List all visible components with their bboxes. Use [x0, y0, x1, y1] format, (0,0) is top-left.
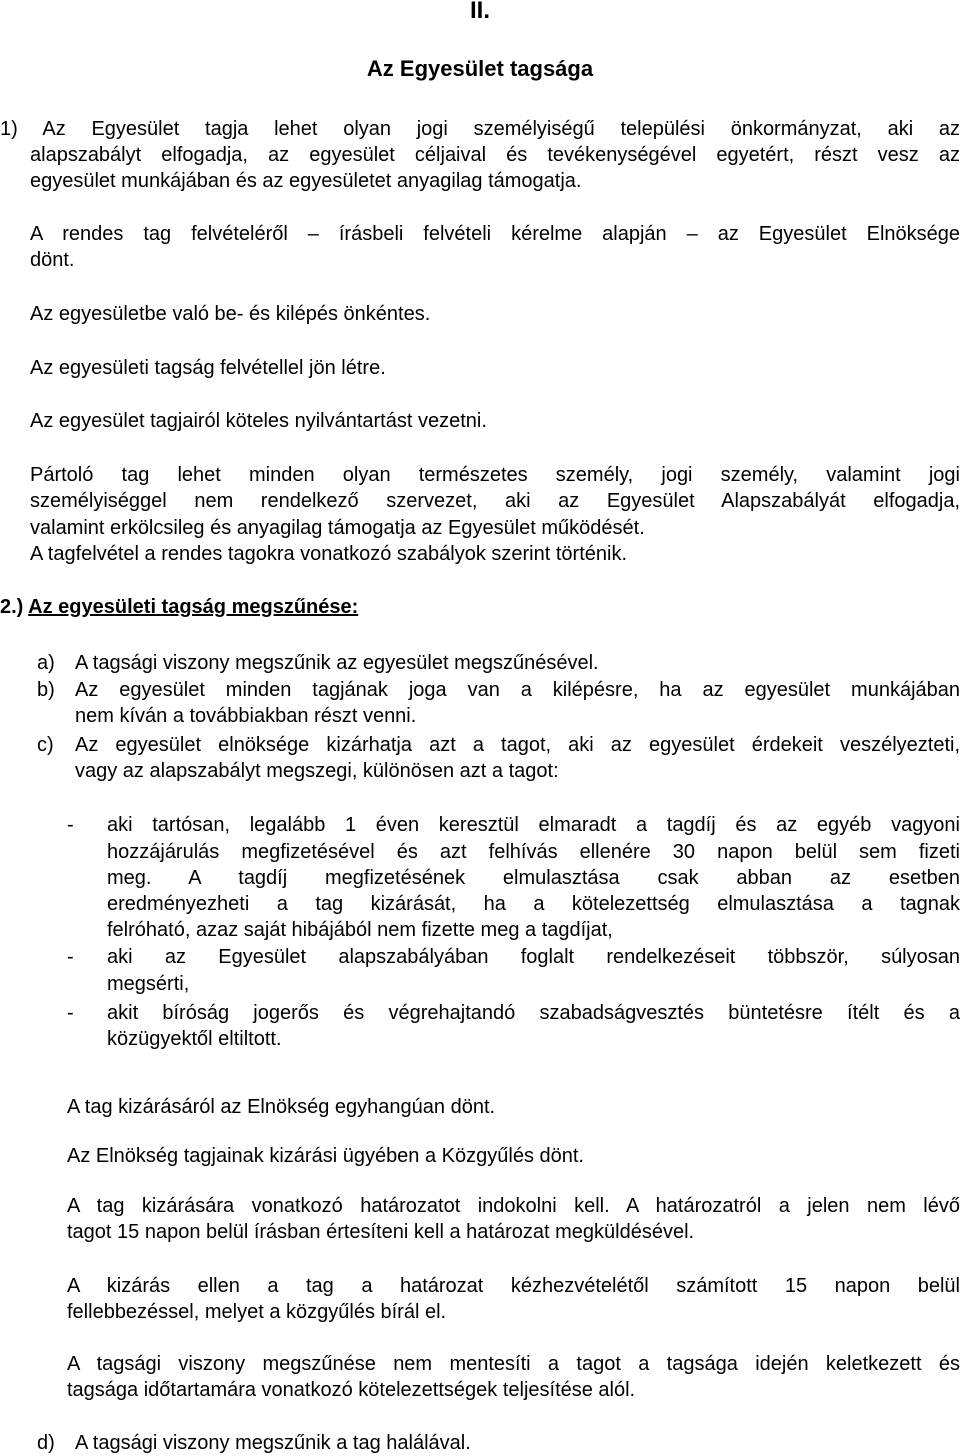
paragraph-line: A tagfelvétel a rendes tagokra vonatkozó szabályok szerint történik.: [30, 543, 628, 565]
section-heading: [0, 594, 358, 620]
paragraph-line: Pártoló tag lehet minden olyan természetes személy, jogi személy, valamint jogi: [30, 464, 960, 486]
section-number: 2.): [0, 596, 24, 618]
dash-item-text: eredményezheti a tag kizárását, ha a kötelezettség elmulasztása a tagnak: [107, 893, 960, 915]
dash-bullet: -: [67, 946, 74, 968]
paragraph-line: valamint erkölcsileg és anyagilag támogatja az Egyesület működését.: [30, 517, 645, 539]
list-item-text: A tagsági viszony megszűnik az egyesület megszűnésével.: [75, 652, 599, 674]
list-label: c): [37, 734, 54, 756]
paragraph-line: A kizárás ellen a tag a határozat kézhezvételétől számított 15 napon belül: [67, 1275, 960, 1297]
paragraph-line: alapszabályt elfogadja, az egyesület céljaival és tevékenységével egyetért, részt vesz az: [30, 144, 960, 166]
paragraph-line: dönt.: [30, 249, 75, 271]
dash-item-text: aki tartósan, legalább 1 éven keresztül elmaradt a tagdíj és az egyéb vagyoni: [107, 814, 960, 836]
paragraph-line: A tagsági viszony megszűnése nem mentesíti a tagot a tagsága idején keletkezett és: [67, 1353, 960, 1375]
dash-bullet: -: [67, 1002, 74, 1024]
dash-item-text: közügyektől eltiltott.: [107, 1028, 282, 1050]
list-label: d): [37, 1432, 55, 1454]
paragraph-line: A tag kizárásáról az Elnökség egyhangúan dönt.: [67, 1096, 496, 1118]
section-heading-text: Az egyesületi tagság megszűnése:: [28, 596, 359, 618]
paragraph-line: tagot 15 napon belül írásban értesíteni kell a határozat megküldésével.: [67, 1221, 695, 1243]
dash-item-text: aki az Egyesület alapszabályában foglalt rendelkezéseit többször, súlyosan: [107, 946, 960, 968]
dash-item-text: megsérti,: [107, 973, 190, 995]
paragraph-line: fellebbezéssel, melyet a közgyűlés bírál el.: [67, 1301, 447, 1323]
list-item-text: Az egyesület minden tagjának joga van a kilépésre, ha az egyesület munkájában: [75, 679, 960, 701]
paragraph-line: személyiséggel nem rendelkező szervezet, aki az Egyesület Alapszabályát elfogadja,: [30, 490, 960, 512]
paragraph-line: tagsága időtartamára vonatkozó kötelezettségek teljesítése alól.: [67, 1379, 636, 1401]
paragraph-line: A tag kizárására vonatkozó határozatot indokolni kell. A határozatról a jelen nem lévő: [67, 1195, 960, 1217]
list-label: b): [37, 679, 55, 701]
paragraph-line: egyesület munkájában és az egyesületet anyagilag támogatja.: [30, 170, 582, 192]
paragraph-line: Az Elnökség tagjainak kizárási ügyében a Közgyűlés dönt.: [67, 1145, 584, 1167]
paragraph-line: Az egyesület tagjairól köteles nyilvántartást vezetni.: [30, 410, 487, 432]
list-item-text: A tagsági viszony megszűnik a tag halálával.: [75, 1432, 471, 1454]
list-label: a): [37, 652, 55, 674]
chapter-number: II.: [470, 0, 491, 24]
dash-bullet: -: [67, 814, 74, 836]
paragraph-line: Az egyesületi tagság felvétellel jön létre.: [30, 357, 386, 379]
paragraph-line: Az egyesületbe való be- és kilépés önkéntes.: [30, 303, 431, 325]
chapter-title: Az Egyesület tagsága: [366, 56, 594, 81]
paragraph-line: 1) Az Egyesület tagja lehet olyan jogi személyiségű települési önkormányzat, aki az: [0, 118, 960, 140]
list-item-text: Az egyesület elnöksége kizárhatja azt a tagot, aki az egyesület érdekeit veszélyezteti,: [75, 734, 960, 756]
dash-item-text: meg. A tagdíj megfizetésének elmulasztása csak abban az esetben: [107, 867, 960, 889]
dash-item-text: felróható, azaz saját hibájából nem fizette meg a tagdíjat,: [107, 919, 613, 941]
list-item-text: nem kíván a továbbiakban részt venni.: [75, 705, 417, 727]
dash-item-text: akit bíróság jogerős és végrehajtandó szabadságvesztés büntetésre ítélt és a: [107, 1002, 960, 1024]
paragraph-line: A rendes tag felvételéről – írásbeli felvételi kérelme alapján – az Egyesület Elnöksége: [30, 223, 960, 245]
list-item-text: vagy az alapszabályt megszegi, különösen azt a tagot:: [75, 760, 559, 782]
dash-item-text: hozzájárulás megfizetésével és azt felhívás ellenére 30 napon belül sem fizeti: [107, 841, 960, 863]
